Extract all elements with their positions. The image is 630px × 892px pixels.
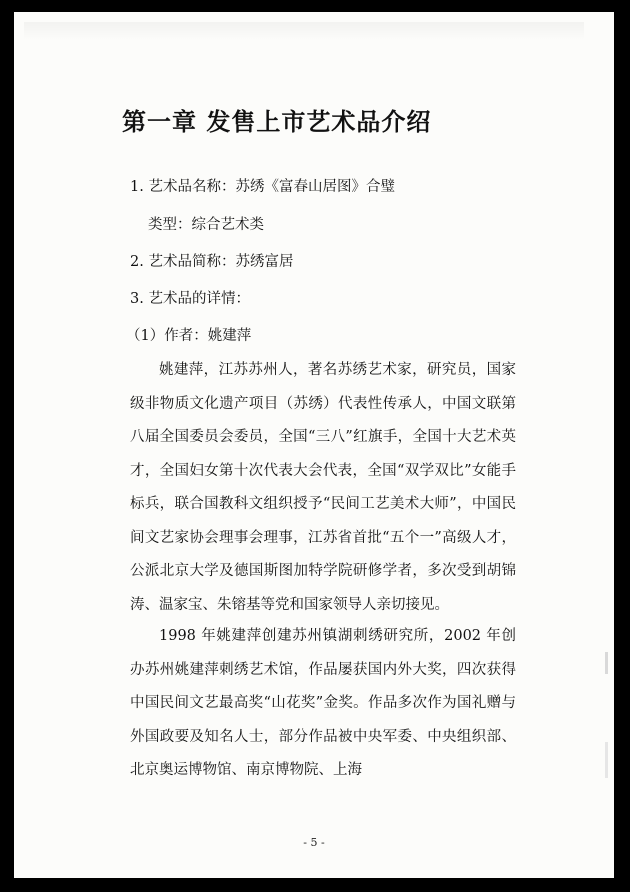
chapter-title: 第一章 发售上市艺术品介绍 (122, 107, 432, 136)
item-3-details: 3. 艺术品的详情： (130, 291, 250, 307)
item-2-short-name: 2. 艺术品简称：苏绣富居 (130, 254, 294, 270)
page-number: - 5 - (303, 836, 325, 849)
author-history-paragraph: 1998 年姚建萍创建苏州镇湖刺绣研究所，2002 年创办苏州姚建萍刺绣艺术馆，作品屡获国内外大奖，四次获得中国民间文艺最高奖“山花奖”金奖。作品多次作为国礼赠与外国政要及知名人士，部分作品被中央军委、中央组织部、北京奥运博物馆、南京博物院、上海 (130, 628, 516, 778)
scan-artifact (24, 22, 584, 40)
scan-mark (605, 652, 608, 674)
document-page (14, 12, 614, 878)
item-1-artwork-name: 1. 艺术品名称：苏绣《富春山居图》合璧 (130, 179, 395, 195)
scan-mark (605, 742, 608, 778)
author-heading: （1）作者：姚建萍 (126, 328, 252, 344)
author-bio-paragraph: 姚建萍，江苏苏州人，著名苏绣艺术家，研究员，国家级非物质文化遗产项目（苏绣）代表性传承人，中国文联第八届全国委员会委员，全国“三八”红旗手，全国十大艺术英才，全国妇女第十次代表大会代表，全国“双学双比”女能手标兵，联合国教科文组织授予“民间工艺美术大师”，中国民间文艺家协会理事会理事，江苏省首批“五个一”高级人才，公派北京大学及德国斯图加特学院研修学者，多次受到胡锦涛、温家宝、朱镕基等党和国家领导人亲切接见。 (130, 362, 516, 613)
artwork-type: 类型：综合艺术类 (148, 217, 264, 233)
